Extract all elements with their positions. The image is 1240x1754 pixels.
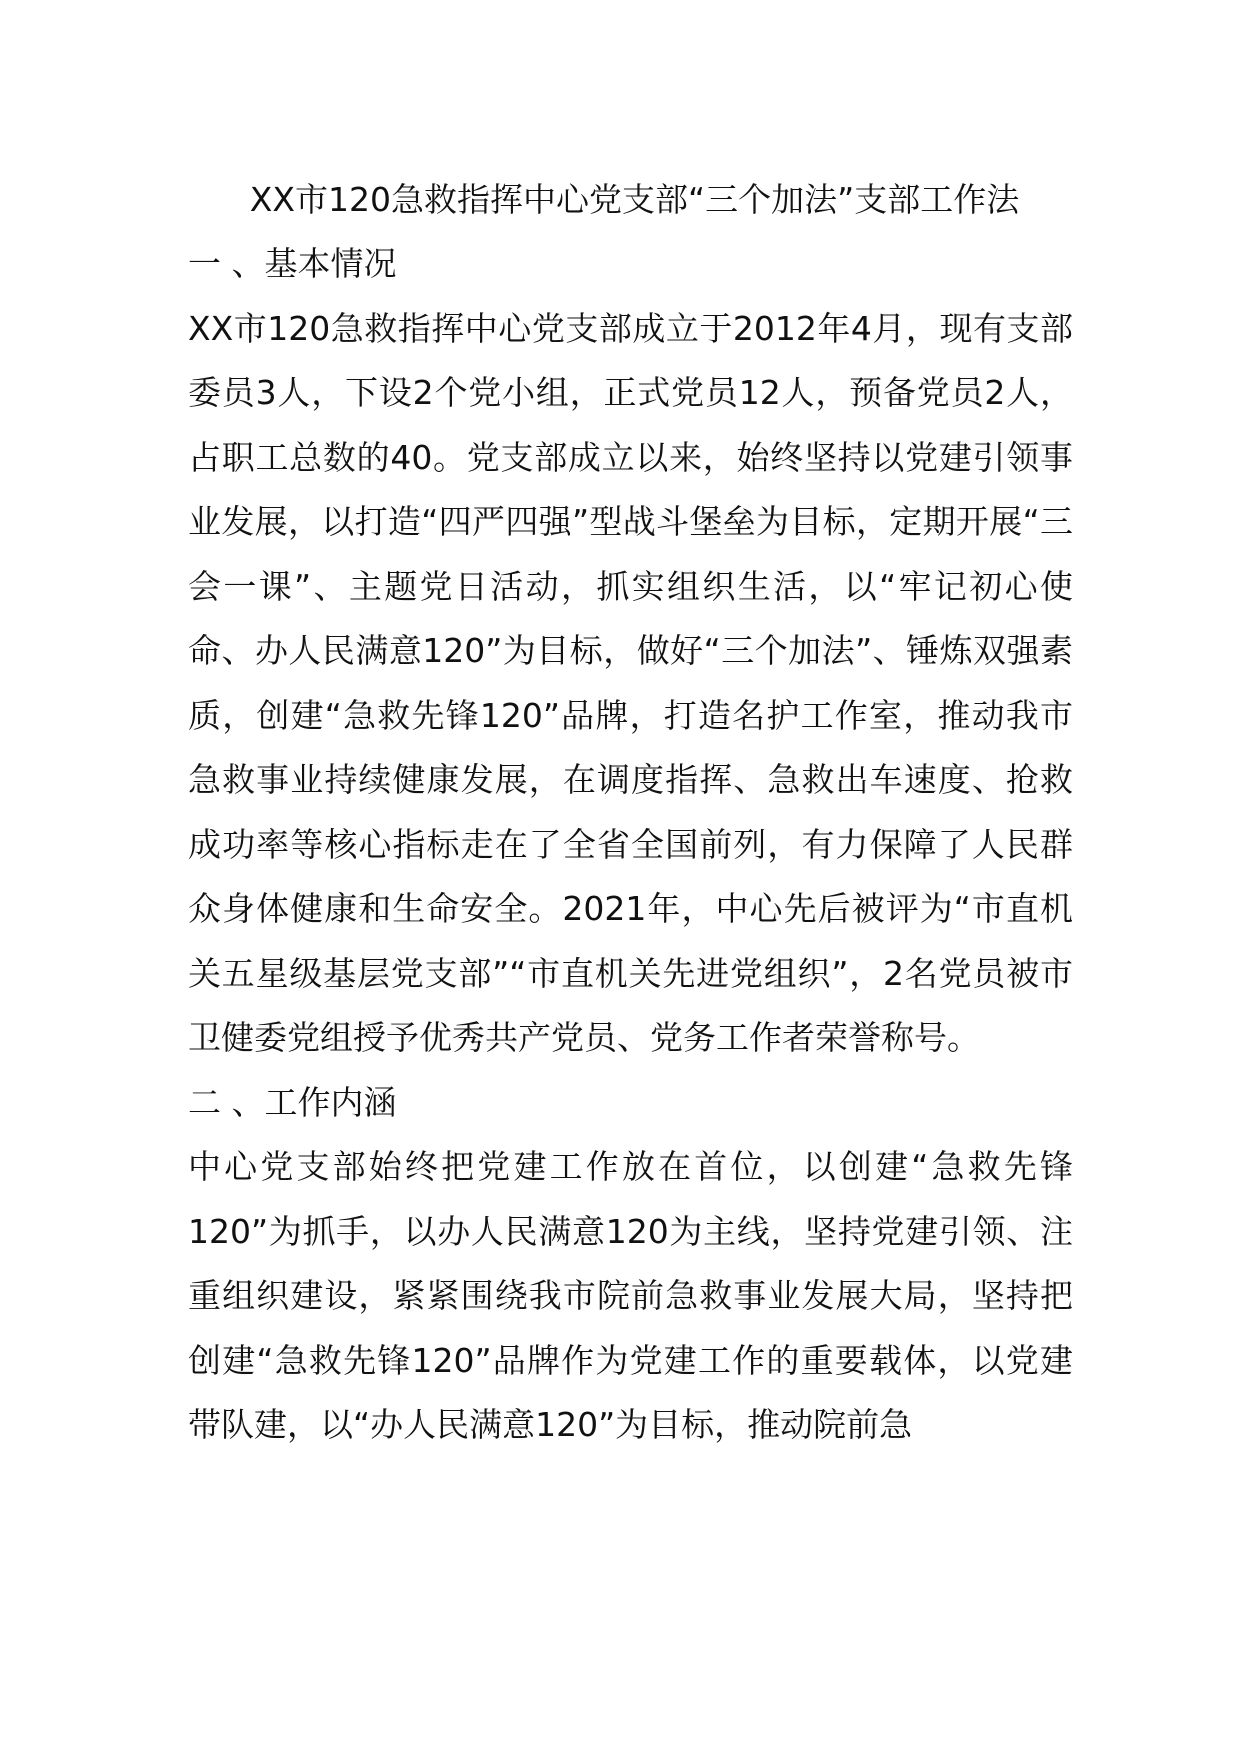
document-body	[188, 168, 1073, 1458]
section-paragraph-work-connotation: 中心党支部始终把党建工作放在首位，以创建“急救先锋120”为抓手，以办人民满意120为主线，坚持党建引领、注重组织建设，紧紧围绕我市院前急救事业发展大局，坚持把创建“急救先锋120”品牌作为党建工作的重要载体，以党建带队建，以“办人民满意120”为目标，推动院前急	[188, 1147, 1073, 1444]
document-title: XX市120急救指挥中心党支部“三个加法”支部工作法	[249, 180, 1020, 219]
section-heading-work-connotation: 二 、工作内涵	[188, 1082, 397, 1122]
section-paragraph-basic-situation: XX市120急救指挥中心党支部成立于2012年4月，现有支部委员3人，下设2个党小组，正式党员12人，预备党员2人，占职工总数的40。党支部成立以来，始终坚持以党建引领事业发展，以打造“四严四强”型战斗堡垒为目标，定期开展“三会一课”、主题党日活动，抓实组织生活，以“牢记初心使命、办人民满意120”为目标，做好“三个加法”、锤炼双强素质，创建“急救先锋120”品牌，打造名护工作室，推动我市急救事业持续健康发展，在调度指挥、急救出车速度、抢救成功率等核心指标走在了全省全国前列，有力保障了人民群众身体健康和生命安全。2021年，中心先后被评为“市直机关五星级基层党支部”“市直机关先进党组织”，2名党员被市卫健委党组授予优秀共产党员、党务工作者荣誉称号。	[188, 308, 1073, 1057]
section-heading-basic-situation: 一 、基本情况	[188, 244, 397, 283]
